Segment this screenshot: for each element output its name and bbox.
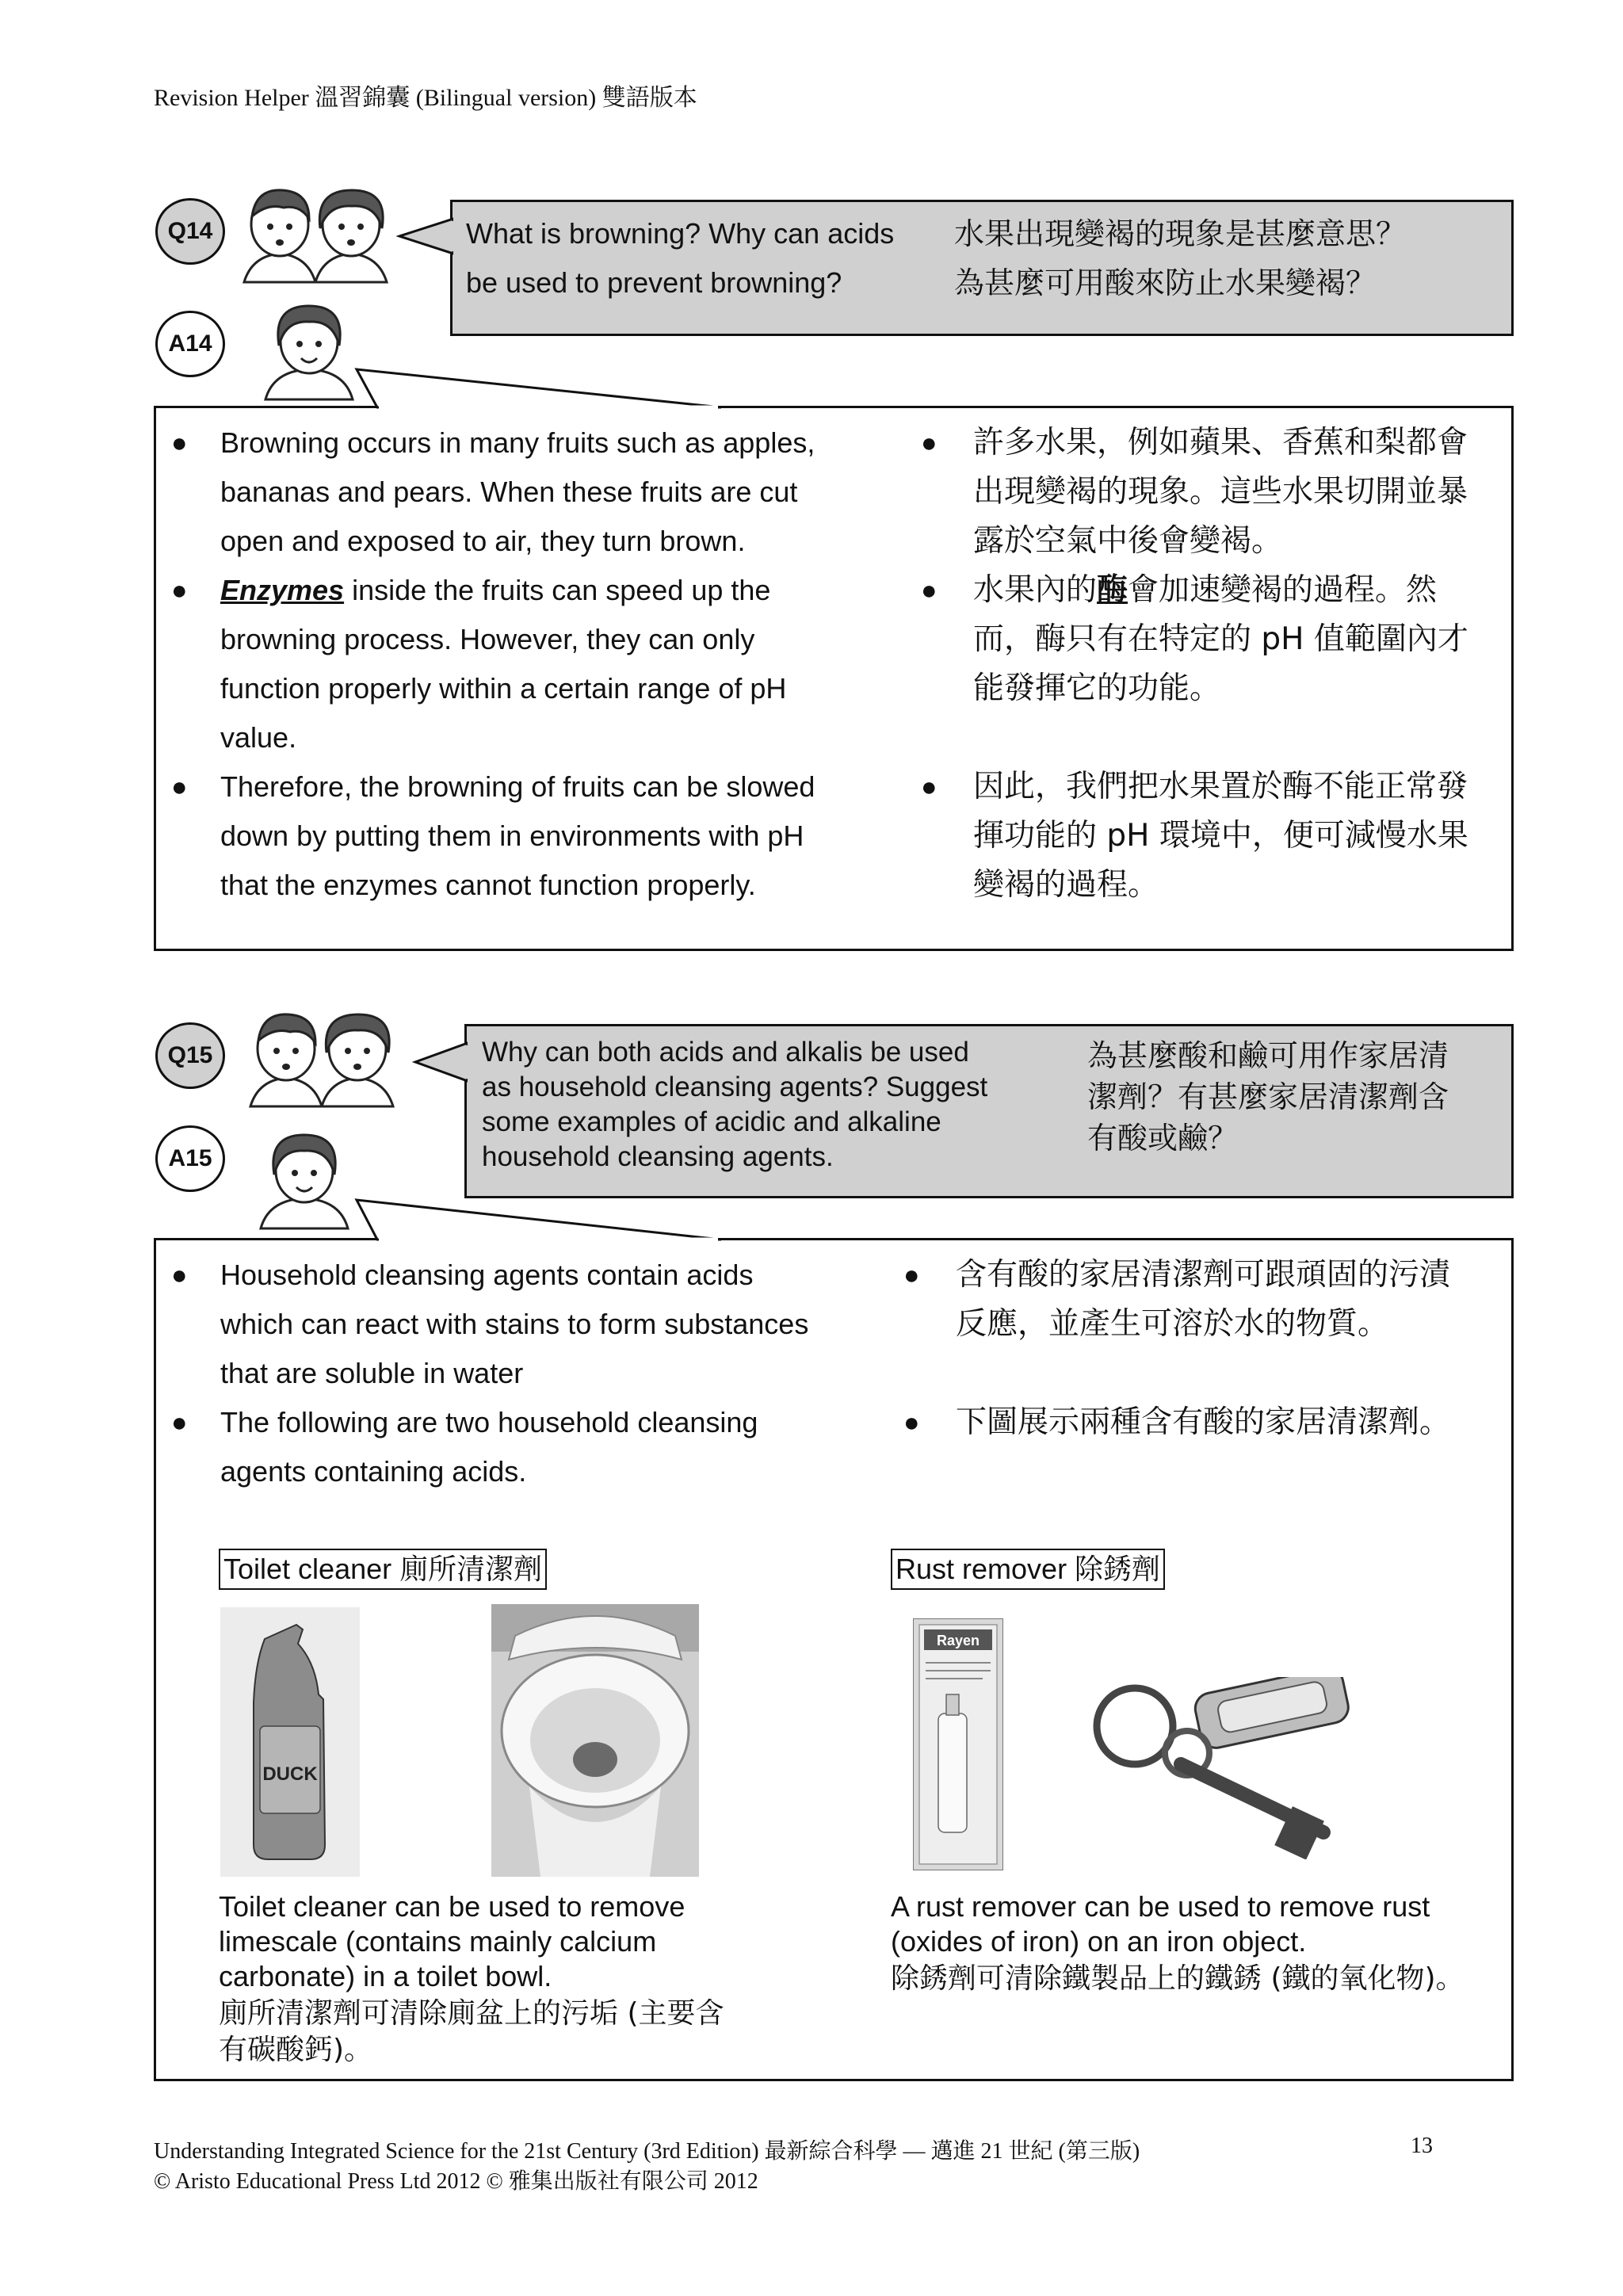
a15-label: A15 [155, 1125, 225, 1192]
q15-question-en: Why can both acids and alkalis be used as household cleansing agents? Suggest some examples of acidic and alkaline household cleansing agents. [482, 1037, 988, 1172]
a15-answer-pointer [349, 1198, 729, 1241]
enzyme-term-zh: 酶 [1097, 572, 1128, 608]
students-illustration [236, 181, 395, 284]
a14-answer-zh-3: 因此，我們把水果置於酶不能正常發 揮功能的 pH 環境中，便可減慢水果 變褐的過程。 [973, 769, 1468, 903]
footer-copyright: © Aristo Educational Press Ltd 2012 © 雅集出版社有限公司 2012 [154, 2169, 758, 2194]
toilet-cleaner-caption-zh: 廁所清潔劑可清除廁盆上的污垢 (主要含 有碳酸鈣)。 [219, 1997, 724, 2066]
footer-book-title: Understanding Integrated Science for the 21st Century (3rd Edition) 最新綜合科學 — 邁進 21 世紀 (第三版) [154, 2139, 1140, 2164]
page-number: 13 [1411, 2134, 1433, 2158]
bullet: ● [921, 772, 938, 802]
a14-answer-en-3: Therefore, the browning of fruits can be slowed down by putting them in environments with pH that the enzymes cannot function properly. [220, 770, 815, 901]
teacher-illustration [257, 1127, 352, 1230]
rust-brand-text: Rayen [936, 1633, 980, 1648]
bullet: ● [921, 575, 938, 606]
q14-question-zh-2: 為甚麼可用酸來防止水果變褐？ [954, 266, 1377, 300]
bullet: ● [171, 428, 188, 458]
bullet: ● [171, 1408, 188, 1438]
a14-answer-zh-2: 水果內的酶會加速變褐的過程。然 而，酶只有在特定的 pH 值範圍內才 能發揮它的功能。 [973, 572, 1468, 706]
students-illustration [242, 1005, 401, 1108]
bottle-brand-text: DUCK [262, 1763, 318, 1785]
iron-key-photo [1086, 1677, 1355, 1859]
q15-question-pointer [412, 1024, 468, 1198]
bullet: ● [171, 772, 188, 802]
bullet: ● [171, 1260, 188, 1290]
q15-label: Q15 [155, 1022, 225, 1089]
a15-answer-en-2: The following are two household cleansing agents containing acids. [220, 1406, 758, 1488]
a14-answer-en-2: Enzymes inside the fruits can speed up the browning process. However, they can only function properly within a certain range of pH value. [220, 574, 787, 754]
a15-answer-zh-1: 含有酸的家居清潔劑可跟頑固的污漬 反應，並產生可溶於水的物質。 [956, 1257, 1451, 1342]
a14-answer-zh-1: 許多水果，例如蘋果、香蕉和梨都會 出現變褐的現象。這些水果切開並暴 露於空氣中後會變褐。 [973, 425, 1468, 559]
bullet: ● [921, 428, 938, 458]
a14-label: A14 [155, 311, 225, 377]
enzymes-term: Enzymes [220, 574, 345, 606]
a14-answer-en-1: Browning occurs in many fruits such as apples, bananas and pears. When these fruits are cut open and exposed to air, they turn brown. [220, 426, 815, 557]
page-header: Revision Helper 溫習錦囊 (Bilingual version) 雙語版本 [154, 85, 697, 111]
rust-remover-label: Rust remover 除銹劑 [891, 1549, 1165, 1590]
a15-answer-zh-2: 下圖展示兩種含有酸的家居清潔劑。 [956, 1404, 1451, 1440]
q14-label: Q14 [155, 198, 225, 265]
rust-remover-caption-zh: 除銹劑可清除鐵製品上的鐵銹 (鐵的氧化物)。 [891, 1962, 1465, 1995]
toilet-cleaner-caption-en: Toilet cleaner can be used to remove limescale (contains mainly calcium carbonate) in a toilet bowl. [219, 1890, 685, 1992]
toilet-bowl-photo [491, 1604, 699, 1877]
rust-remover-package-photo [913, 1618, 1003, 1870]
bullet: ● [171, 575, 188, 606]
teacher-illustration [262, 298, 357, 401]
q15-question-zh: 為甚麼酸和鹼可用作家居清 潔劑？有甚麼家居清潔劑含 有酸或鹼？ [1087, 1038, 1449, 1156]
toilet-cleaner-label: Toilet cleaner 廁所清潔劑 [219, 1549, 547, 1590]
q14-question-en-2: be used to prevent browning? [466, 266, 842, 299]
q14-question-en-1: What is browning? Why can acids [466, 217, 895, 250]
bullet: ● [903, 1408, 920, 1438]
toilet-cleaner-bottle-photo [220, 1607, 360, 1877]
q14-question-pointer [396, 200, 453, 336]
bullet: ● [903, 1260, 920, 1290]
a15-answer-en-1: Household cleansing agents contain acids which can react with stains to form substances that are soluble in water [220, 1259, 809, 1389]
a14-answer-pointer [349, 368, 729, 409]
rust-remover-caption-en: A rust remover can be used to remove rust (oxides of iron) on an iron object. [891, 1890, 1430, 1958]
q14-question-zh-1: 水果出現變褐的現象是甚麼意思？ [954, 216, 1407, 251]
